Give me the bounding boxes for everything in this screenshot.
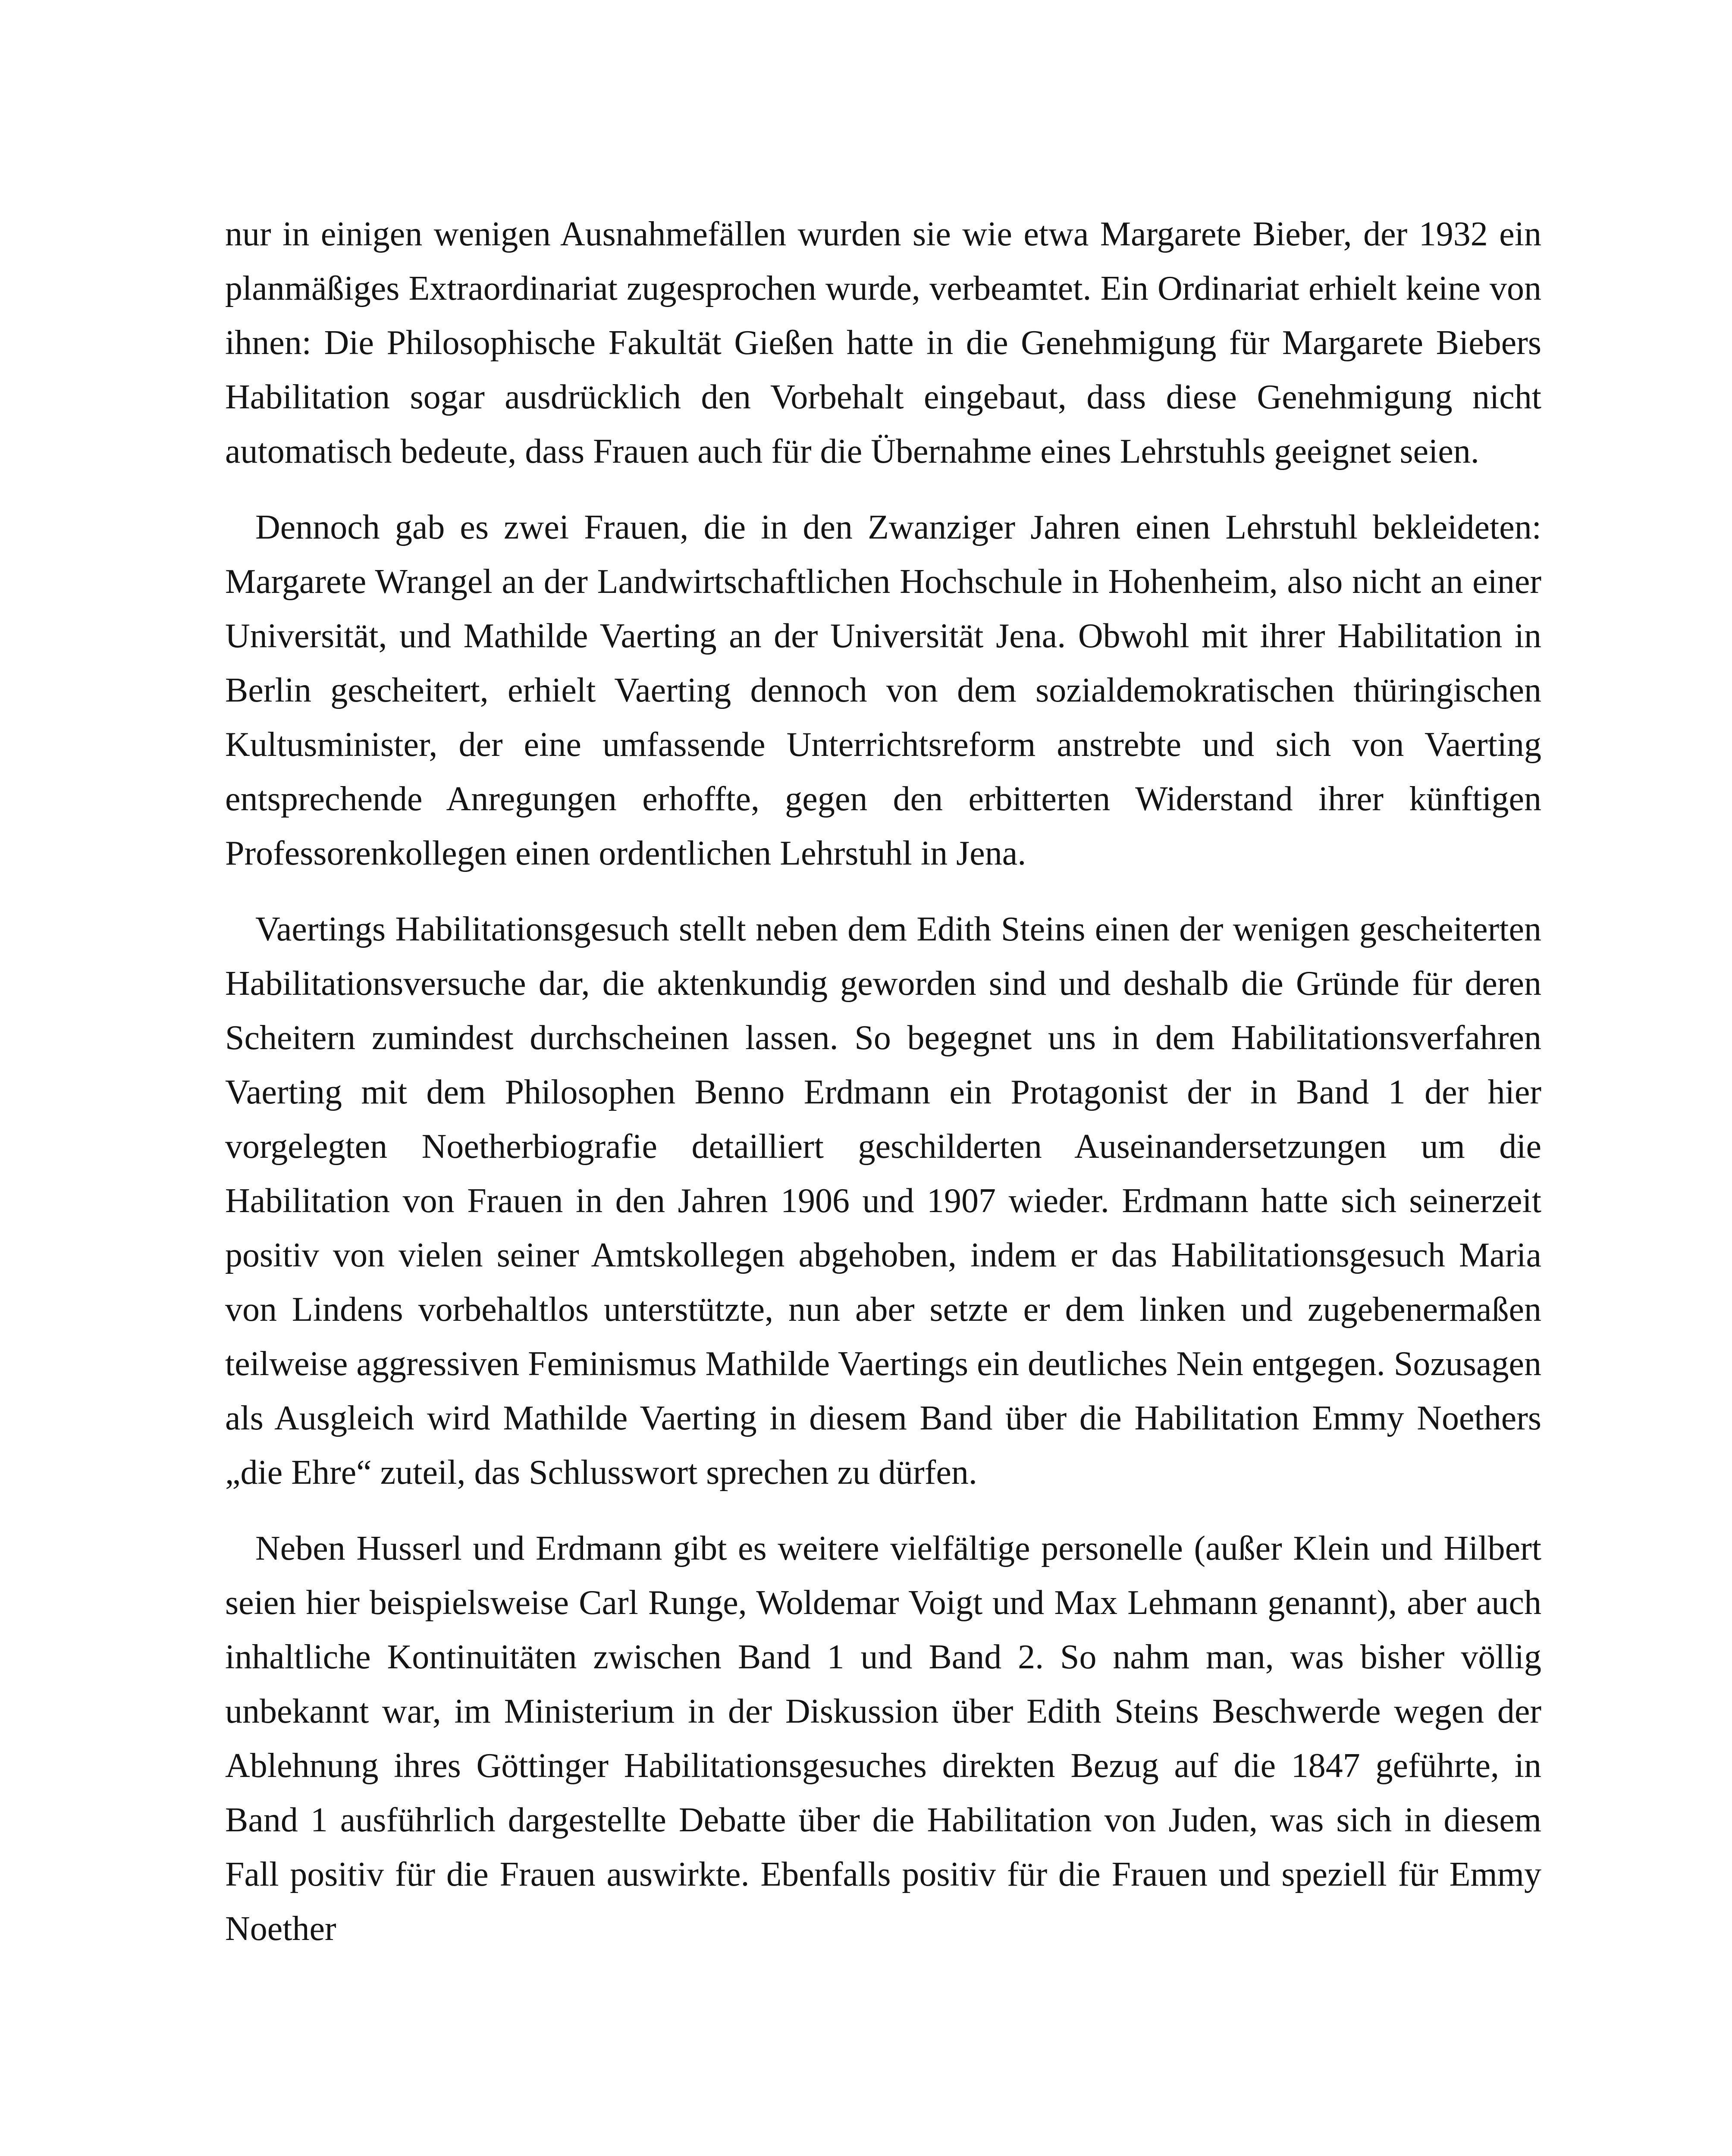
paragraph-2: Dennoch gab es zwei Frauen, die in den Zwanziger Jahren einen Lehrstuhl bekleideten: Margarete Wrangel an der Landwirtschaftlichen Hochschule in Hohenheim, also nicht an einer Universität, und Mathilde Vaerting an der Universität Jena. Obwohl mit ihrer Habilitation in Berlin gescheitert, erhielt Vaerting dennoch von dem sozialdemokratischen thüringischen Kultusminister, der eine umfassende Unterrichtsreform anstrebte und sich von Vaerting entsprechende Anregungen erhoffte, gegen den erbitterten Widerstand ihrer künftigen Professorenkollegen einen ordentlichen Lehrstuhl in Jena. (225, 508, 1541, 872)
paragraph-4: Neben Husserl und Erdmann gibt es weitere vielfältige personelle (außer Klein und Hilbert seien hier beispielsweise Carl Runge, Woldemar Voigt und Max Lehmann genannt), aber auch inhaltliche Kontinuitäten zwischen Band 1 und Band 2. So nahm man, was bisher völlig unbekannt war, im Ministerium in der Diskussion über Edith Steins Beschwerde wegen der Ablehnung ihres Göttinger Habilitationsgesuches direkten Bezug auf die 1847 geführte, in Band 1 ausführlich dargestellte Debatte über die Habilitation von Juden, was sich in diesem Fall positiv für die Frauen auswirkte. Ebenfalls positiv für die Frauen und speziell für Emmy Noether (225, 1529, 1541, 1948)
paragraph-3: Vaertings Habilitationsgesuch stellt neben dem Edith Steins einen der wenigen gescheiterten Habilitationsversuche dar, die aktenkundig geworden sind und deshalb die Gründe für deren Scheitern zumindest durchscheinen lassen. So begegnet uns in dem Habilitationsverfahren Vaerting mit dem Philosophen Benno Erdmann ein Protagonist der in Band 1 der hier vorgelegten Noetherbiografie detailliert geschilderten Auseinandersetzungen um die Habilitation von Frauen in den Jahren 1906 und 1907 wieder. Erdmann hatte sich seinerzeit positiv von vielen seiner Amtskollegen abgehoben, indem er das Habilitationsgesuch Maria von Lindens vorbehaltlos unterstützte, nun aber setzte er dem linken und zugebenermaßen teilweise aggressiven Feminismus Mathilde Vaertings ein deutliches Nein entgegen. Sozusagen als Ausgleich wird Mathilde Vaerting in diesem Band über die Habilitation Emmy Noethers „die Ehre“ zuteil, das Schlusswort sprechen zu dürfen. (225, 910, 1541, 1492)
body-text (225, 207, 1541, 1977)
paragraph-1: nur in einigen wenigen Ausnahmefällen wurden sie wie etwa Margarete Bieber, der 1932 ein planmäßiges Extraordinariat zugesprochen wurde, verbeamtet. Ein Ordinariat erhielt keine von ihnen: Die Philosophische Fakultät Gießen hatte in die Genehmigung für Margarete Biebers Habilitation sogar ausdrücklich den Vorbehalt eingebaut, dass diese Genehmigung nicht automatisch bedeute, dass Frauen auch für die Übernahme eines Lehrstuhls geeignet seien. (225, 215, 1541, 470)
